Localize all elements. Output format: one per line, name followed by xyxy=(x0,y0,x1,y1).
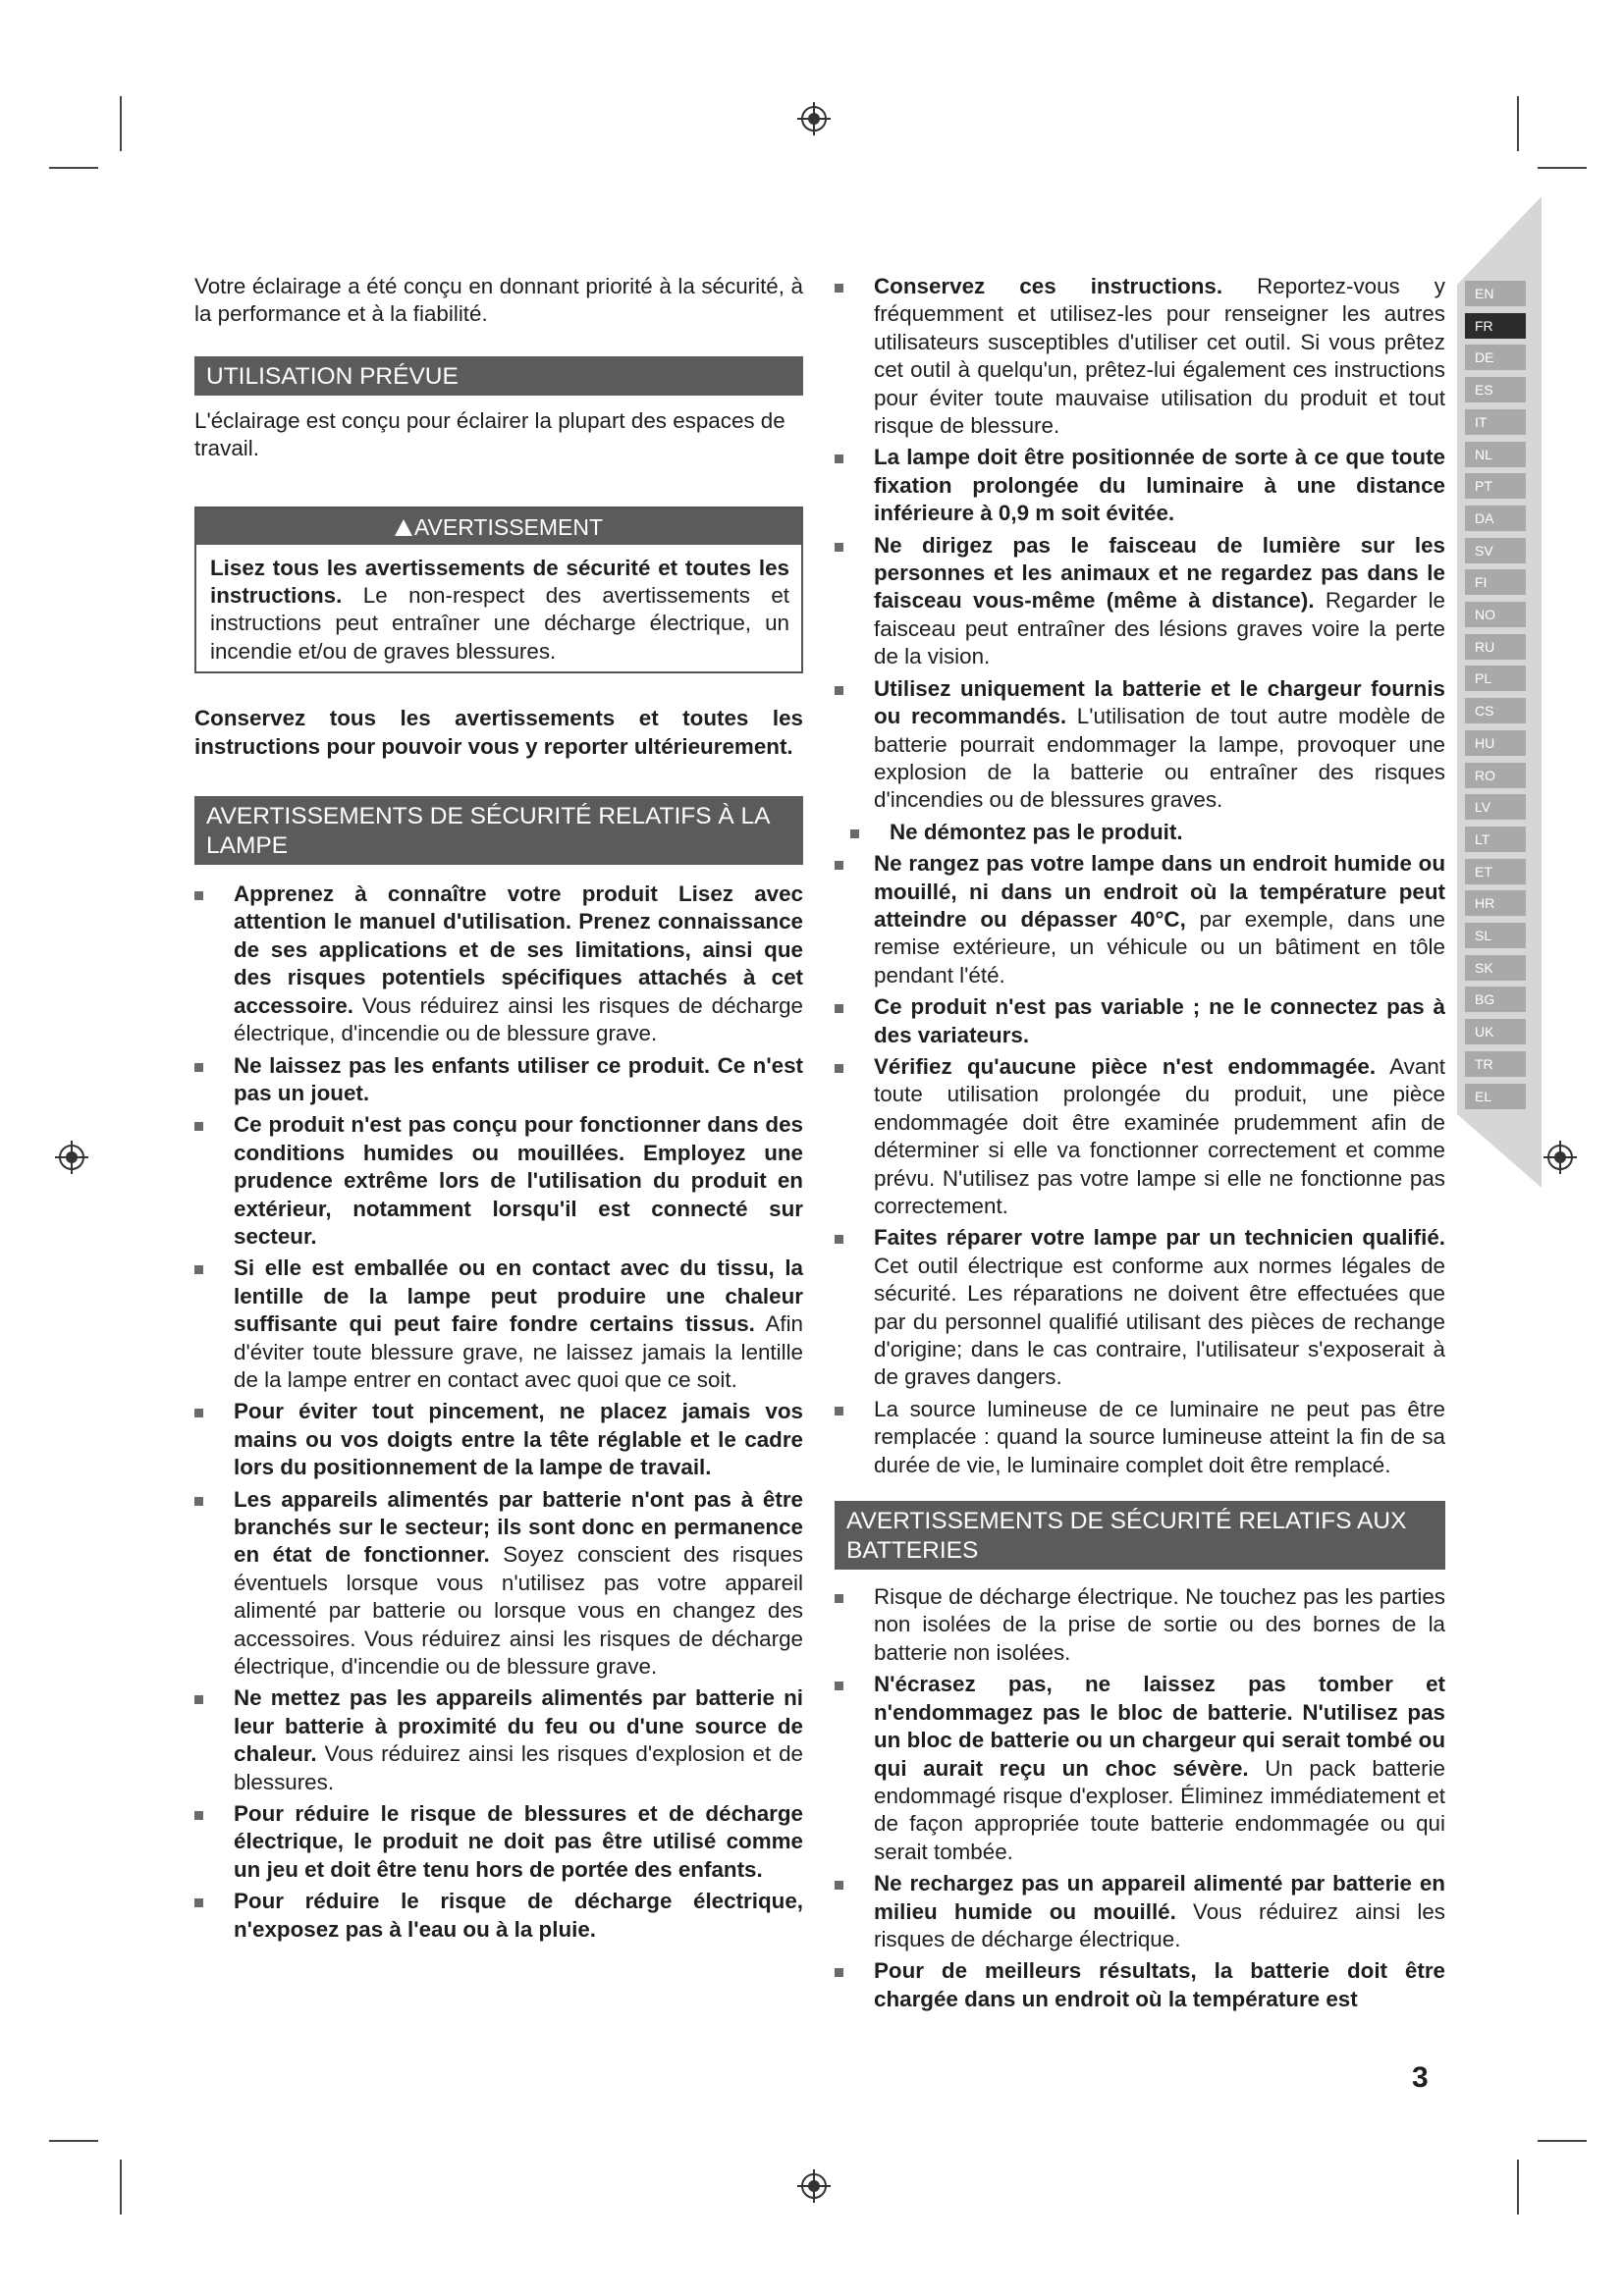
intended-use-text: L'éclairage est conçu pour éclairer la plupart des espaces de travail. xyxy=(194,407,785,461)
bullet-square-icon xyxy=(194,1497,203,1506)
language-tab-et[interactable]: ET xyxy=(1465,859,1526,884)
bullet-square-icon xyxy=(835,1682,843,1690)
keep-instructions-text: Conservez tous les avertissements et toutes les instructions pour pouvoir vous y reporter ultérieurement. xyxy=(194,706,803,759)
crop-mark-bottom-left-h xyxy=(49,2140,98,2142)
language-tab-fi[interactable]: FI xyxy=(1465,569,1526,595)
bullet-square-icon xyxy=(835,686,843,695)
registration-mark-icon xyxy=(55,1141,88,1174)
bullet-square-icon xyxy=(194,1409,203,1417)
language-tab-el[interactable]: EL xyxy=(1465,1084,1526,1109)
list-item: Pour de meilleurs résultats, la batterie doit être chargée dans un endroit où la température est xyxy=(835,1957,1445,2013)
language-tab-cs[interactable]: CS xyxy=(1465,698,1526,723)
general-warnings-list xyxy=(835,273,1445,1479)
bullet-square-icon xyxy=(194,1265,203,1274)
language-tab-ro[interactable]: RO xyxy=(1465,763,1526,788)
bullet-square-icon xyxy=(835,1064,843,1073)
crop-mark-bottom-left xyxy=(120,2160,122,2215)
list-item: Ne rangez pas votre lampe dans un endroit humide ou mouillé, ni dans un endroit où la température peut atteindre ou dépasser 40°C, par exemple, dans une remise extérieure, un véhicule ou un bâtiment en tôle pendant l'été. xyxy=(835,850,1445,989)
registration-mark-icon xyxy=(797,2169,831,2203)
list-item: Faites réparer votre lampe par un technicien qualifié. Cet outil électrique est conforme aux normes légales de sécurité. Les réparations ne doivent être effectuées que par du personnel qualifié utilisant des pièces de rechange d'origine; dans le cas contraire, l'utilisateur s'exposerait à de graves dangers. xyxy=(835,1224,1445,1391)
list-item: N'écrasez pas, ne laissez pas tomber et n'endommagez pas le bloc de batterie. N'utilisez pas un bloc de batterie ou un chargeur qui serait tombé ou qui aurait reçu un choc sévère. Un pack batterie endommagé risque d'exploser. Éliminez immédiatement et de façon appropriée toute batterie endommagée ou qui serait tombée. xyxy=(835,1671,1445,1866)
bullet-square-icon xyxy=(194,1122,203,1131)
bullet-square-icon xyxy=(835,1004,843,1013)
bullet-square-icon xyxy=(835,861,843,870)
bullet-square-icon xyxy=(835,1968,843,1977)
bullet-square-icon xyxy=(835,1594,843,1603)
language-tab-da[interactable]: DA xyxy=(1465,506,1526,531)
language-tab-tr[interactable]: TR xyxy=(1465,1051,1526,1077)
lamp-section-heading: AVERTISSEMENTS DE SÉCURITÉ RELATIFS À LA LAMPE xyxy=(194,796,803,865)
bullet-square-icon xyxy=(835,284,843,293)
language-tab-hu[interactable]: HU xyxy=(1465,730,1526,756)
language-tab-fr[interactable]: FR xyxy=(1465,313,1526,339)
list-item: La source lumineuse de ce luminaire ne peut pas être remplacée : quand la source lumineuse atteint la fin de sa durée de vie, le luminaire complet doit être remplacé. xyxy=(835,1396,1445,1479)
list-item: Ce produit n'est pas variable ; ne le connectez pas à des variateurs. xyxy=(835,993,1445,1049)
bullet-square-icon xyxy=(850,829,859,838)
bullet-square-icon xyxy=(194,1695,203,1704)
language-tab-pt[interactable]: PT xyxy=(1465,473,1526,499)
crop-mark-top-right xyxy=(1517,96,1519,151)
list-item: Pour réduire le risque de décharge électrique, n'exposez pas à l'eau ou à la pluie. xyxy=(194,1888,803,1944)
bullet-square-icon xyxy=(835,543,843,552)
list-item: Ne laissez pas les enfants utiliser ce produit. Ce n'est pas un jouet. xyxy=(194,1052,803,1108)
bullet-square-icon xyxy=(194,1811,203,1820)
list-item: Vérifiez qu'aucune pièce n'est endommagée. Avant toute utilisation prolongée du produit, une pièce endommagée doit être examinée prudemment afin de déterminer si elle va fonctionner correctement et comme prévu. N'utilisez pas votre lampe si elle ne fonctionne pas correctement. xyxy=(835,1053,1445,1220)
bullet-square-icon xyxy=(194,1898,203,1907)
language-tab-sl[interactable]: SL xyxy=(1465,923,1526,948)
left-column xyxy=(194,273,803,1948)
battery-warnings-list xyxy=(835,1583,1445,2013)
bullet-square-icon xyxy=(835,1881,843,1890)
list-item: Les appareils alimentés par batterie n'ont pas à être branchés sur le secteur; ils sont donc en permanence en état de fonctionner. Soyez conscient des risques éventuels lorsque vous n'utilisez pas votre appareil alimenté par batterie ou lorsque vous en changez des accessoires. Vous réduirez ainsi les risques de décharge électrique, d'incendie ou de blessure grave. xyxy=(194,1486,803,1682)
list-item: Ne rechargez pas un appareil alimenté par batterie en milieu humide ou mouillé. Vous réduirez ainsi les risques de décharge électrique. xyxy=(835,1870,1445,1953)
language-tab-hr[interactable]: HR xyxy=(1465,890,1526,916)
crop-mark-top-left xyxy=(120,96,122,151)
warning-box-body: Lisez tous les avertissements de sécurité et toutes les instructions. Le non-respect des avertissements et instructions peut entraîner une décharge électrique, un incendie et/ou de graves blessures. xyxy=(210,555,789,664)
language-tab-lt[interactable]: LT xyxy=(1465,827,1526,852)
language-tab-pl[interactable]: PL xyxy=(1465,666,1526,691)
language-tab-sv[interactable]: SV xyxy=(1465,538,1526,563)
list-item: Pour éviter tout pincement, ne placez jamais vos mains ou vos doigts entre la tête réglable et le cadre lors du positionnement de la lampe de travail. xyxy=(194,1398,803,1481)
list-item: Pour réduire le risque de blessures et de décharge électrique, le produit ne doit pas être utilisé comme un jeu et doit être tenu hors de portée des enfants. xyxy=(194,1800,803,1884)
bullet-square-icon xyxy=(835,454,843,463)
list-item: Ne démontez pas le produit. xyxy=(835,819,1445,846)
registration-mark-icon xyxy=(1543,1141,1577,1174)
page-number: 3 xyxy=(1412,2061,1429,2094)
warning-box xyxy=(194,507,803,674)
language-tab-it[interactable]: IT xyxy=(1465,409,1526,435)
language-tab-nl[interactable]: NL xyxy=(1465,442,1526,467)
list-item: Ne dirigez pas le faisceau de lumière sur les personnes et les animaux et ne regardez pas dans le faisceau vous-même (même à distance). Regarder le faisceau peut entraîner des lésions graves voire la perte de la vision. xyxy=(835,532,1445,671)
bullet-square-icon xyxy=(835,1235,843,1244)
intro-paragraph: Votre éclairage a été conçu en donnant priorité à la sécurité, à la performance et à la fiabilité. xyxy=(194,274,803,327)
crop-mark-top-right-h xyxy=(1538,167,1587,169)
list-item: Risque de décharge électrique. Ne touchez pas les parties non isolées de la prise de sortie ou des bornes de la batterie non isolées. xyxy=(835,1583,1445,1667)
list-item: La lampe doit être positionnée de sorte à ce que toute fixation prolongée du luminaire à une distance inférieure à 0,9 m soit évitée. xyxy=(835,444,1445,527)
list-item: Si elle est emballée ou en contact avec du tissu, la lentille de la lampe peut produire une chaleur suffisante qui peut faire fondre certains tissus. Afin d'éviter toute blessure grave, ne laissez jamais la lentille de la lampe entrer en contact avec quoi que ce soit. xyxy=(194,1255,803,1394)
list-item: Conservez ces instructions. Reportez-vous y fréquemment et utilisez-les pour renseigner les autres utilisateurs susceptibles d'utiliser cet outil. Si vous prêtez cet outil à quelqu'un, prêtez-lui également ces instructions pour éviter toute mauvaise utilisation du produit et tout risque de blessure. xyxy=(835,273,1445,440)
bullet-square-icon xyxy=(194,891,203,900)
warning-triangle-icon xyxy=(395,519,412,536)
crop-mark-bottom-right-h xyxy=(1538,2140,1587,2142)
registration-mark-icon xyxy=(797,102,831,135)
language-tab-strip xyxy=(1457,196,1542,1188)
bullet-square-icon xyxy=(194,1063,203,1072)
language-tab-de[interactable]: DE xyxy=(1465,345,1526,370)
battery-section-heading: AVERTISSEMENTS DE SÉCURITÉ RELATIFS AUX BATTERIES xyxy=(835,1501,1445,1570)
language-tab-no[interactable]: NO xyxy=(1465,602,1526,627)
list-item: Ce produit n'est pas conçu pour fonctionner dans des conditions humides ou mouillées. Employez une prudence extrême lors de l'utilisation du produit en extérieur, notamment lorsqu'il est connecté sur secteur. xyxy=(194,1111,803,1251)
list-item: Ne mettez pas les appareils alimentés par batterie ni leur batterie à proximité du feu ou d'une source de chaleur. Vous réduirez ainsi les risques d'explosion et de blessures. xyxy=(194,1684,803,1796)
bullet-square-icon xyxy=(835,1407,843,1415)
language-tab-ru[interactable]: RU xyxy=(1465,634,1526,660)
intended-use-heading: UTILISATION PRÉVUE xyxy=(194,356,803,396)
warning-box-heading: AVERTISSEMENT xyxy=(196,508,801,545)
crop-mark-bottom-right xyxy=(1517,2160,1519,2215)
language-tab-bg[interactable]: BG xyxy=(1465,987,1526,1012)
language-tab-es[interactable]: ES xyxy=(1465,377,1526,402)
list-item: Apprenez à connaître votre produit Lisez avec attention le manuel d'utilisation. Prenez connaissance de ses applications et de ses limitations, ainsi que des risques potentiels spécifiques attachés à cet accessoire. Vous réduirez ainsi les risques de décharge électrique, d'incendie ou de blessure grave. xyxy=(194,881,803,1047)
list-item: Utilisez uniquement la batterie et le chargeur fournis ou recommandés. L'utilisation de tout autre modèle de batterie pourrait endommager la lampe, provoquer une explosion de la batterie ou entraîner des risques d'incendies ou de blessures graves. xyxy=(835,675,1445,815)
language-tab-lv[interactable]: LV xyxy=(1465,794,1526,820)
lamp-warnings-list xyxy=(194,881,803,1944)
language-tab-sk[interactable]: SK xyxy=(1465,955,1526,981)
language-tab-uk[interactable]: UK xyxy=(1465,1019,1526,1044)
crop-mark-top-left-h xyxy=(49,167,98,169)
right-column xyxy=(835,273,1445,2017)
language-tab-en[interactable]: EN xyxy=(1465,281,1526,306)
